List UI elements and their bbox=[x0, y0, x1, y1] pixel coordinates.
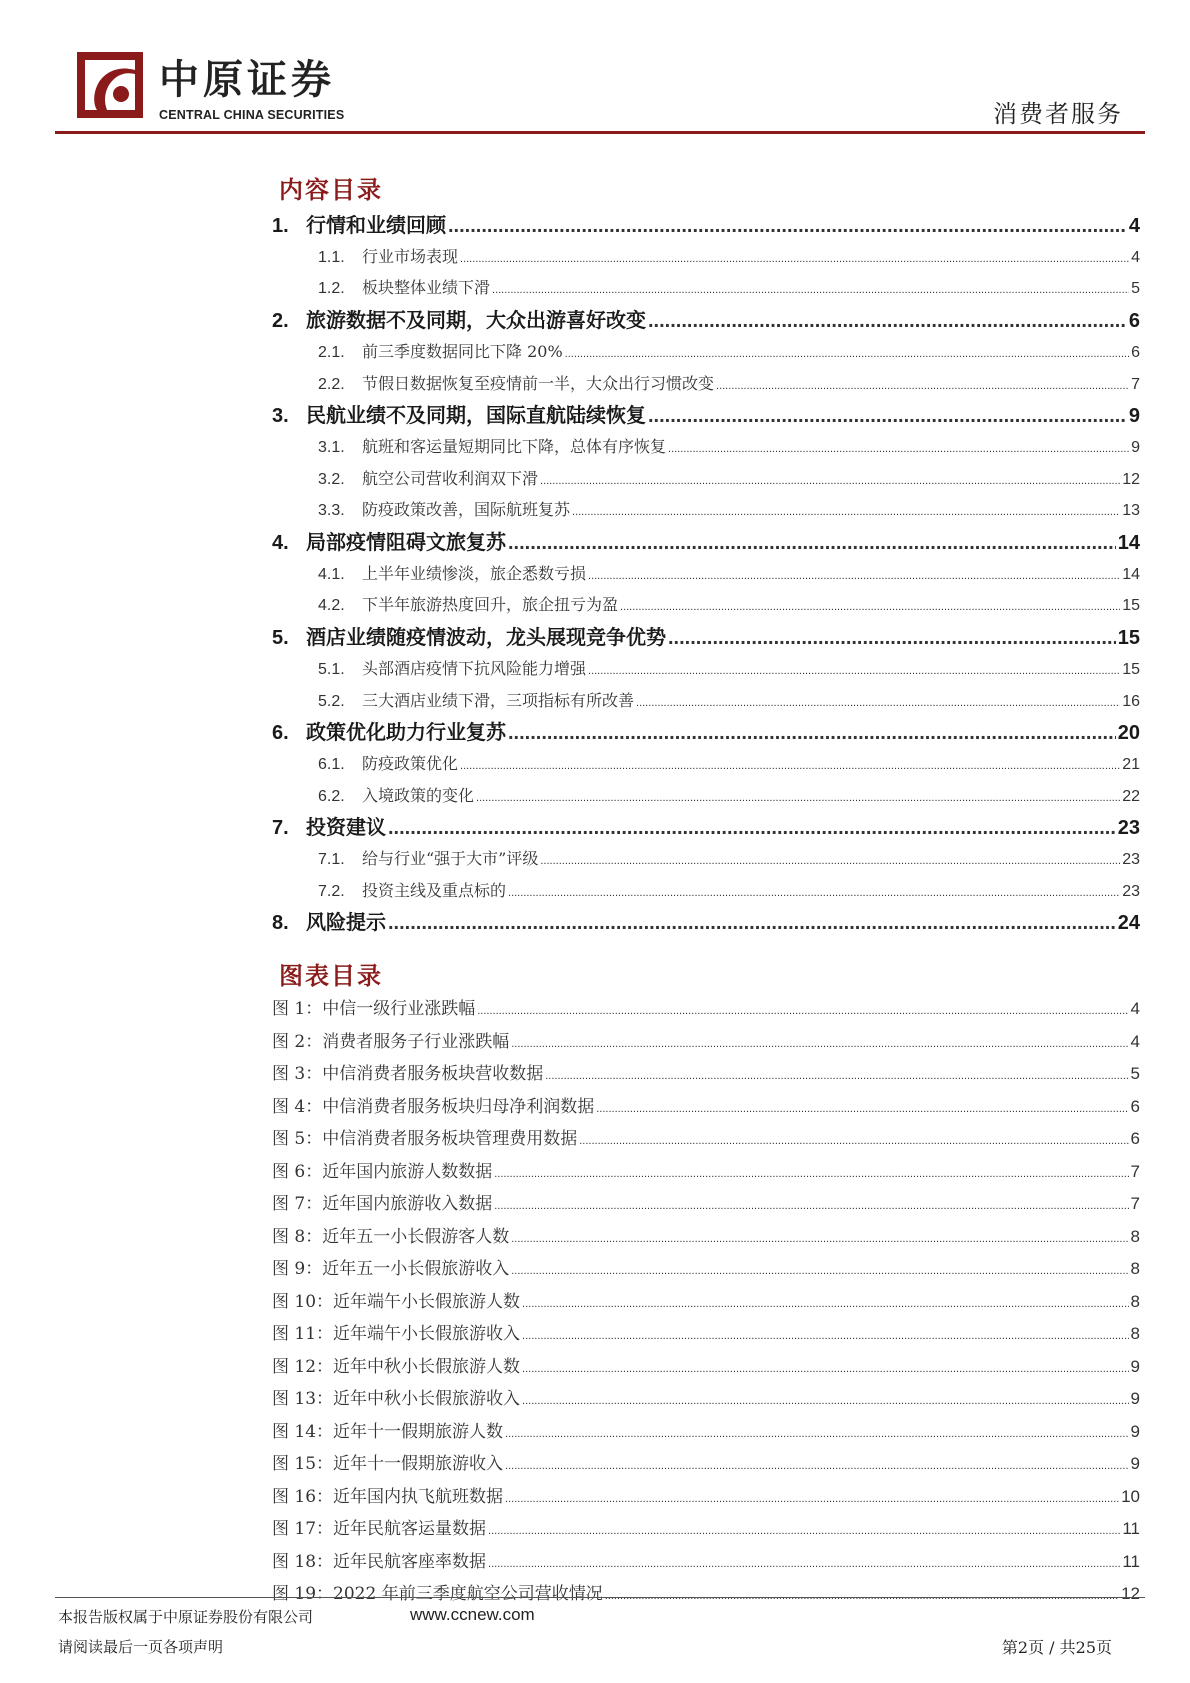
dot-leader bbox=[588, 570, 1120, 582]
dot-leader bbox=[508, 887, 1120, 899]
toc-entry-text: 上半年业绩惨淡，旅企悉数亏损 bbox=[362, 563, 587, 583]
toc-entry-page: 4 bbox=[1131, 248, 1140, 266]
dot-leader bbox=[605, 1590, 1119, 1602]
dot-leader bbox=[494, 1168, 1128, 1180]
figure-entry[interactable] bbox=[272, 1417, 1140, 1442]
footer-website-link[interactable]: www.ccnew.com bbox=[410, 1605, 535, 1624]
toc-entry-label bbox=[272, 688, 634, 711]
figure-number: 图 5： bbox=[272, 1129, 323, 1149]
figure-number: 图 15： bbox=[272, 1454, 334, 1474]
dot-leader bbox=[545, 1070, 1128, 1082]
figure-entry[interactable] bbox=[272, 1449, 1140, 1474]
figure-entry[interactable] bbox=[272, 1222, 1140, 1247]
figure-page: 9 bbox=[1130, 1454, 1140, 1473]
toc-entry-label bbox=[272, 339, 563, 362]
dot-leader bbox=[565, 348, 1129, 360]
figure-title-text: 近年五一小长假旅游收入 bbox=[322, 1259, 510, 1279]
toc-entry-number: 6.2. bbox=[318, 787, 345, 805]
figure-number: 图 3： bbox=[272, 1064, 323, 1084]
toc-entry-text: 民航业绩不及同期，国际直航陆续恢复 bbox=[306, 403, 646, 428]
figure-entry[interactable] bbox=[272, 1514, 1140, 1539]
figure-title-text: 近年五一小长假游客人数 bbox=[322, 1226, 510, 1247]
dot-leader bbox=[476, 792, 1120, 804]
dot-leader bbox=[588, 665, 1120, 677]
toc-entry-number: 5.2. bbox=[318, 692, 345, 710]
figure-entry[interactable] bbox=[272, 1092, 1140, 1117]
figure-entry[interactable] bbox=[272, 994, 1140, 1019]
dot-leader bbox=[572, 506, 1120, 518]
toc-entry-number: 6. bbox=[272, 722, 289, 745]
dot-leader bbox=[540, 475, 1120, 487]
figure-entry-label bbox=[272, 1027, 509, 1052]
figure-title-text: 消费者服务子行业涨跌幅 bbox=[322, 1031, 510, 1052]
toc-entry-number: 4.2. bbox=[318, 597, 345, 615]
figure-entry-label bbox=[272, 1449, 503, 1474]
dot-leader bbox=[494, 1200, 1128, 1212]
toc-section-entry[interactable] bbox=[272, 275, 1140, 298]
toc-entry-page: 24 bbox=[1117, 912, 1140, 935]
figure-number: 图 12： bbox=[272, 1356, 334, 1377]
toc-entry-page: 7 bbox=[1131, 375, 1140, 393]
figure-entry-label bbox=[272, 1319, 520, 1344]
figure-title-text: 中信一级行业涨跌幅 bbox=[322, 999, 476, 1019]
figure-page: 8 bbox=[1130, 1291, 1140, 1311]
toc-entry-page: 5 bbox=[1131, 280, 1140, 298]
toc-entry-number: 4.1. bbox=[318, 565, 345, 583]
dot-leader bbox=[508, 722, 1116, 745]
toc-entry-page: 6 bbox=[1128, 310, 1140, 333]
toc-entry-page: 6 bbox=[1131, 343, 1140, 361]
dot-leader bbox=[648, 310, 1127, 333]
toc-entry-text: 风险提示 bbox=[306, 910, 386, 935]
figure-page: 7 bbox=[1130, 1194, 1140, 1213]
figure-entry-label bbox=[272, 1514, 486, 1539]
toc-chapter-entry[interactable] bbox=[272, 209, 1140, 238]
dot-leader bbox=[448, 215, 1127, 238]
logo-english-name: CENTRAL CHINA SECURITIES bbox=[159, 108, 345, 122]
toc-entry-number: 5. bbox=[272, 627, 289, 650]
figure-entry-label bbox=[272, 994, 475, 1019]
toc-entry-page: 9 bbox=[1131, 438, 1140, 456]
toc-entry-label bbox=[272, 399, 646, 428]
toc-entry-label bbox=[272, 621, 666, 650]
dot-leader bbox=[636, 697, 1120, 709]
figure-entry[interactable] bbox=[272, 1319, 1140, 1344]
toc-entry-number: 7.1. bbox=[318, 851, 345, 868]
toc-entry-number: 3. bbox=[272, 405, 289, 428]
toc-entry-label bbox=[272, 275, 490, 298]
footer-page-number: 第2页 / 共25页 bbox=[1001, 1638, 1112, 1657]
toc-entry-label bbox=[272, 846, 538, 869]
toc-entry-text: 行业市场表现 bbox=[362, 246, 459, 266]
toc-entry-page: 15 bbox=[1117, 627, 1140, 650]
dot-leader bbox=[505, 1460, 1128, 1472]
dot-leader bbox=[388, 817, 1116, 840]
toc-section-entry[interactable] bbox=[272, 656, 1140, 679]
toc-entry-page: 12 bbox=[1122, 470, 1140, 488]
figure-entry-label bbox=[272, 1092, 594, 1117]
toc-section-entry[interactable] bbox=[272, 846, 1140, 869]
toc-entry-number: 2.2. bbox=[318, 375, 345, 393]
toc-entry-label bbox=[272, 906, 386, 935]
toc-entry-label bbox=[272, 811, 386, 840]
figure-page: 6 bbox=[1130, 1096, 1140, 1116]
toc-entry-page: 23 bbox=[1122, 851, 1140, 868]
dot-leader bbox=[492, 284, 1129, 296]
figure-page: 11 bbox=[1122, 1519, 1140, 1538]
figure-number: 图 14： bbox=[272, 1421, 334, 1442]
figure-title-text: 近年国内旅游人数数据 bbox=[322, 1161, 493, 1182]
figure-title-text: 近年端午小长假旅游收入 bbox=[333, 1324, 521, 1344]
figure-entry[interactable] bbox=[272, 1547, 1140, 1572]
figure-number: 图 9： bbox=[272, 1259, 323, 1279]
toc-chapter-entry[interactable] bbox=[272, 526, 1140, 555]
dot-leader bbox=[522, 1330, 1128, 1342]
toc-entry-number: 8. bbox=[272, 912, 289, 935]
figure-page: 12 bbox=[1121, 1584, 1140, 1603]
toc-entry-page: 9 bbox=[1128, 405, 1140, 428]
figure-page: 7 bbox=[1130, 1161, 1140, 1181]
figure-page: 10 bbox=[1121, 1486, 1140, 1506]
toc-entry-number: 2. bbox=[272, 310, 289, 333]
dot-leader bbox=[388, 912, 1116, 935]
figure-title-text: 近年国内执飞航班数据 bbox=[333, 1486, 504, 1507]
figure-title-text: 近年民航客运量数据 bbox=[333, 1519, 487, 1539]
toc-entry-text: 航空公司营收利润双下滑 bbox=[362, 468, 539, 488]
toc-entry-number: 6.1. bbox=[318, 755, 345, 773]
figure-page: 5 bbox=[1130, 1064, 1140, 1083]
figure-number: 图 2： bbox=[272, 1031, 323, 1052]
toc-entry-text: 防疫政策优化 bbox=[362, 753, 459, 773]
toc-section-entry[interactable] bbox=[272, 434, 1140, 457]
figure-number: 图 8： bbox=[272, 1226, 323, 1247]
figure-entry-label bbox=[272, 1157, 492, 1182]
figure-entry-label bbox=[272, 1417, 503, 1442]
toc-entry-page: 20 bbox=[1117, 722, 1140, 745]
toc-entry-label bbox=[272, 592, 618, 615]
figure-entry[interactable] bbox=[272, 1254, 1140, 1279]
dot-leader bbox=[511, 1038, 1128, 1050]
dot-leader bbox=[460, 760, 1120, 772]
toc-entry-label bbox=[272, 716, 506, 745]
toc-section-entry[interactable] bbox=[272, 561, 1140, 584]
company-logo-icon bbox=[77, 52, 143, 118]
toc-section-entry[interactable] bbox=[272, 783, 1140, 806]
toc-entry-page: 22 bbox=[1122, 787, 1140, 805]
dot-leader bbox=[508, 532, 1116, 555]
toc-entry-label bbox=[272, 209, 446, 238]
logo-chinese-name: 中原证券 bbox=[159, 56, 335, 103]
figure-title-text: 中信消费者服务板块归母净利润数据 bbox=[322, 1096, 595, 1117]
dot-leader bbox=[488, 1558, 1120, 1570]
figure-page: 4 bbox=[1130, 1031, 1140, 1051]
figure-number: 图 10： bbox=[272, 1291, 334, 1312]
toc-chapter-entry[interactable] bbox=[272, 716, 1140, 745]
figure-page: 9 bbox=[1130, 1389, 1140, 1408]
toc-entry-text: 三大酒店业绩下滑，三项指标有所改善 bbox=[362, 690, 635, 710]
figure-entry[interactable] bbox=[272, 1287, 1140, 1312]
dot-leader bbox=[540, 855, 1120, 867]
dot-leader bbox=[511, 1233, 1128, 1245]
toc-entry-text: 投资建议 bbox=[306, 815, 386, 840]
figure-entry[interactable] bbox=[272, 1189, 1140, 1214]
figure-page: 8 bbox=[1130, 1226, 1140, 1246]
toc-section-entry[interactable] bbox=[272, 592, 1140, 615]
figure-title-text: 近年中秋小长假旅游收入 bbox=[333, 1389, 521, 1409]
figure-entry[interactable] bbox=[272, 1059, 1140, 1084]
toc-entry-label bbox=[272, 371, 714, 394]
toc-entry-label bbox=[272, 751, 458, 774]
figure-entry[interactable] bbox=[272, 1384, 1140, 1409]
toc-entry-text: 政策优化助力行业复苏 bbox=[306, 720, 506, 745]
toc-entry-number: 3.2. bbox=[318, 470, 345, 488]
toc-title: 内容目录 bbox=[279, 175, 383, 204]
figure-entry[interactable] bbox=[272, 1157, 1140, 1182]
toc-entry-number: 1. bbox=[272, 215, 289, 237]
toc-entry-page: 16 bbox=[1122, 692, 1140, 710]
dot-leader bbox=[522, 1363, 1128, 1375]
dot-leader bbox=[522, 1395, 1128, 1407]
figure-page: 6 bbox=[1130, 1129, 1140, 1148]
figure-entry-label bbox=[272, 1189, 492, 1214]
figure-entry-label bbox=[272, 1254, 509, 1279]
toc-entry-label bbox=[272, 304, 646, 333]
figure-page: 8 bbox=[1130, 1324, 1140, 1343]
figure-number: 图 19： bbox=[272, 1584, 334, 1604]
toc-entry-text: 下半年旅游热度回升，旅企扭亏为盈 bbox=[362, 595, 619, 615]
toc-entry-page: 23 bbox=[1117, 817, 1140, 840]
figure-title-text: 中信消费者服务板块管理费用数据 bbox=[322, 1129, 578, 1149]
figure-entry[interactable] bbox=[272, 1124, 1140, 1149]
figure-number: 图 17： bbox=[272, 1519, 334, 1539]
toc-entry-number: 1.1. bbox=[318, 248, 345, 266]
toc-entry-page: 15 bbox=[1122, 597, 1140, 615]
dot-leader bbox=[596, 1103, 1128, 1115]
toc-section-entry[interactable] bbox=[272, 751, 1140, 774]
toc-entry-number: 2.1. bbox=[318, 343, 345, 361]
figure-entry[interactable] bbox=[272, 1482, 1140, 1507]
toc-entry-number: 5.1. bbox=[318, 660, 345, 678]
figure-number: 图 6： bbox=[272, 1161, 323, 1182]
figure-entry[interactable] bbox=[272, 1579, 1140, 1604]
figure-entry-label bbox=[272, 1124, 577, 1149]
dot-leader bbox=[648, 405, 1127, 428]
figure-number: 图 1： bbox=[272, 999, 323, 1019]
toc-chapter-entry[interactable] bbox=[272, 399, 1140, 428]
figure-title-text: 中信消费者服务板块营收数据 bbox=[322, 1064, 544, 1084]
toc-entry-label bbox=[272, 466, 538, 489]
toc-entry-text: 投资主线及重点标的 bbox=[362, 880, 507, 900]
toc-entry-page: 14 bbox=[1117, 532, 1140, 554]
toc-entry-page: 21 bbox=[1122, 755, 1140, 773]
toc-entry-number: 3.1. bbox=[318, 438, 345, 456]
toc-entry-page: 13 bbox=[1122, 502, 1140, 520]
toc-entry-page: 14 bbox=[1122, 565, 1140, 583]
report-section-title: 消费者服务 bbox=[993, 100, 1123, 128]
toc-section-entry[interactable] bbox=[272, 878, 1140, 901]
dot-leader bbox=[668, 443, 1129, 455]
toc-entry-label bbox=[272, 656, 586, 679]
toc-entry-label bbox=[272, 244, 458, 267]
figure-page: 8 bbox=[1130, 1259, 1140, 1278]
figure-title-text: 2022 年前三季度航空公司营收情况 bbox=[333, 1584, 603, 1604]
toc-chapter-entry[interactable] bbox=[272, 811, 1140, 840]
figure-entry-label bbox=[272, 1579, 603, 1604]
figure-number: 图 7： bbox=[272, 1194, 323, 1214]
toc-section-entry[interactable] bbox=[272, 244, 1140, 267]
dot-leader bbox=[522, 1298, 1128, 1310]
figure-page: 11 bbox=[1122, 1551, 1140, 1571]
toc-section-entry[interactable] bbox=[272, 339, 1140, 362]
toc-entry-text: 旅游数据不及同期，大众出游喜好改变 bbox=[306, 308, 646, 333]
figure-entry-label bbox=[272, 1384, 520, 1409]
dot-leader bbox=[620, 601, 1120, 613]
figure-entry-label bbox=[272, 1059, 543, 1084]
dot-leader bbox=[505, 1493, 1119, 1505]
dot-leader bbox=[511, 1265, 1128, 1277]
dot-leader bbox=[668, 627, 1116, 650]
figure-title-text: 近年国内旅游收入数据 bbox=[322, 1194, 493, 1214]
figure-page: 4 bbox=[1130, 999, 1140, 1018]
toc-entry-text: 前三季度数据同比下降 20% bbox=[362, 341, 563, 361]
figure-entry-label bbox=[272, 1352, 520, 1377]
toc-entry-number: 4. bbox=[272, 532, 289, 554]
toc-section-entry[interactable] bbox=[272, 371, 1140, 394]
figure-page: 9 bbox=[1130, 1421, 1140, 1441]
toc-entry-text: 局部疫情阻碍文旅复苏 bbox=[306, 530, 506, 554]
toc-chapter-entry[interactable] bbox=[272, 906, 1140, 935]
toc-entry-number: 3.3. bbox=[318, 502, 345, 520]
figure-entry-label bbox=[272, 1222, 509, 1247]
toc-entry-label bbox=[272, 434, 666, 457]
figures-title: 图表目录 bbox=[279, 961, 383, 990]
toc-entry-text: 航班和客运量短期同比下降，总体有序恢复 bbox=[362, 436, 667, 456]
toc-entry-number: 1.2. bbox=[318, 280, 345, 298]
toc-section-entry[interactable] bbox=[272, 688, 1140, 711]
figure-title-text: 近年十一假期旅游人数 bbox=[333, 1421, 504, 1442]
toc-entry-text: 板块整体业绩下滑 bbox=[362, 278, 491, 298]
figure-title-text: 近年民航客座率数据 bbox=[333, 1551, 487, 1572]
toc-entry-number: 7. bbox=[272, 817, 289, 840]
figure-number: 图 13： bbox=[272, 1389, 334, 1409]
footer-divider bbox=[55, 1597, 1145, 1598]
dot-leader bbox=[505, 1428, 1128, 1440]
figure-number: 图 16： bbox=[272, 1486, 334, 1507]
dot-leader bbox=[488, 1525, 1120, 1537]
toc-entry-page: 4 bbox=[1128, 215, 1140, 237]
dot-leader bbox=[716, 380, 1129, 392]
toc-entry-label bbox=[272, 526, 506, 555]
toc-entry-label bbox=[272, 497, 570, 520]
figure-number: 图 11： bbox=[272, 1324, 334, 1344]
footer-copyright: 本报告版权属于中原证券股份有限公司 bbox=[58, 1608, 314, 1626]
figure-entry-label bbox=[272, 1482, 503, 1507]
toc-entry-text: 入境政策的变化 bbox=[362, 785, 475, 805]
toc-entry-text: 节假日数据恢复至疫情前一半，大众出行习惯改变 bbox=[362, 373, 715, 393]
figure-page: 9 bbox=[1130, 1356, 1140, 1376]
header-divider bbox=[55, 131, 1145, 134]
toc-entry-page: 15 bbox=[1122, 660, 1140, 678]
toc-entry-label bbox=[272, 878, 506, 901]
toc-section-entry[interactable] bbox=[272, 466, 1140, 489]
toc-entry-text: 防疫政策改善，国际航班复苏 bbox=[362, 500, 571, 520]
figure-number: 图 18： bbox=[272, 1551, 334, 1572]
toc-entry-text: 行情和业绩回顾 bbox=[306, 213, 446, 237]
toc-section-entry[interactable] bbox=[272, 497, 1140, 520]
toc-entry-text: 头部酒店疫情下抗风险能力增强 bbox=[362, 658, 587, 678]
figure-entry[interactable] bbox=[272, 1027, 1140, 1052]
footer-disclaimer-notice: 请阅读最后一页各项声明 bbox=[58, 1638, 224, 1656]
figure-entry[interactable] bbox=[272, 1352, 1140, 1377]
toc-entry-text: 给与行业“强于大市”评级 bbox=[362, 849, 539, 868]
figure-entry-label bbox=[272, 1547, 486, 1572]
toc-chapter-entry[interactable] bbox=[272, 304, 1140, 333]
figure-number: 图 4： bbox=[272, 1096, 323, 1117]
dot-leader bbox=[579, 1135, 1128, 1147]
figure-title-text: 近年十一假期旅游收入 bbox=[333, 1454, 504, 1474]
page-header bbox=[55, 40, 1145, 136]
figure-title-text: 近年端午小长假旅游人数 bbox=[333, 1291, 521, 1312]
toc-entry-page: 23 bbox=[1122, 882, 1140, 900]
dot-leader bbox=[460, 253, 1129, 265]
dot-leader bbox=[477, 1005, 1128, 1017]
toc-entry-label bbox=[272, 561, 586, 584]
figure-entry-label bbox=[272, 1287, 520, 1312]
toc-entry-label bbox=[272, 783, 474, 806]
figure-title-text: 近年中秋小长假旅游人数 bbox=[333, 1356, 521, 1377]
toc-chapter-entry[interactable] bbox=[272, 621, 1140, 650]
toc-entry-text: 酒店业绩随疫情波动，龙头展现竞争优势 bbox=[306, 625, 666, 650]
toc-entry-number: 7.2. bbox=[318, 882, 345, 900]
